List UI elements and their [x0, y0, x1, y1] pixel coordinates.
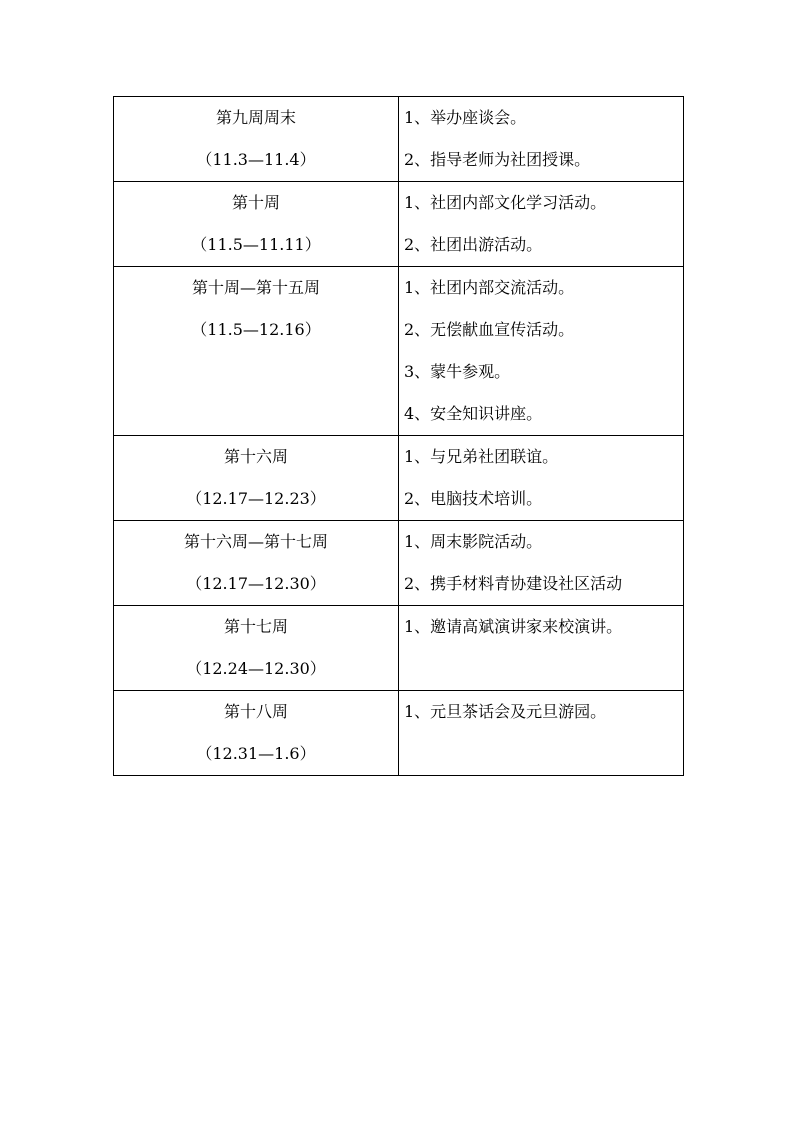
date-range: （11.5—12.16）	[191, 320, 321, 339]
activity-item: 1、社团内部文化学习活动。	[404, 193, 607, 212]
date-range: （11.5—11.11）	[191, 235, 321, 254]
activity-item: 2、无偿献血宣传活动。	[404, 320, 575, 339]
activities-cell	[399, 267, 684, 436]
activity-item: 2、社团出游活动。	[404, 235, 543, 254]
table-row	[114, 436, 684, 521]
activity-item: 3、蒙牛参观。	[404, 362, 511, 381]
period-cell	[114, 606, 399, 691]
activities-cell	[399, 606, 684, 691]
activity-item: 2、电脑技术培训。	[404, 489, 543, 508]
date-range: （12.17—12.23）	[186, 489, 326, 508]
date-range: （12.24—12.30）	[186, 659, 326, 678]
date-range: （11.3—11.4）	[196, 150, 316, 169]
table-row	[114, 691, 684, 776]
activity-item: 2、指导老师为社团授课。	[404, 150, 591, 169]
activities-cell	[399, 436, 684, 521]
date-range: （12.31—1.6）	[196, 744, 316, 763]
table-row	[114, 182, 684, 267]
activities-cell	[399, 691, 684, 776]
activity-item: 1、周末影院活动。	[404, 532, 543, 551]
activities-cell	[399, 182, 684, 267]
table-row	[114, 97, 684, 182]
week-label: 第九周周末	[215, 108, 296, 127]
activity-item: 1、与兄弟社团联谊。	[404, 447, 559, 466]
period-cell	[114, 267, 399, 436]
week-label: 第十周	[231, 193, 280, 212]
period-cell	[114, 521, 399, 606]
activity-item: 1、社团内部交流活动。	[404, 278, 575, 297]
table-row	[114, 521, 684, 606]
activities-cell	[399, 97, 684, 182]
week-label: 第十六周—第十七周	[183, 532, 328, 551]
schedule-table	[113, 96, 684, 776]
activity-item: 2、携手材料青协建设社区活动	[404, 574, 623, 593]
period-cell	[114, 436, 399, 521]
table-row	[114, 606, 684, 691]
activities-cell	[399, 521, 684, 606]
activity-item: 1、举办座谈会。	[404, 108, 527, 127]
activity-item: 1、元旦茶话会及元旦游园。	[404, 702, 607, 721]
period-cell	[114, 691, 399, 776]
week-label: 第十周—第十五周	[191, 278, 320, 297]
period-cell	[114, 182, 399, 267]
week-label: 第十七周	[223, 617, 288, 636]
activity-item: 4、安全知识讲座。	[404, 404, 543, 423]
activity-item: 1、邀请高斌演讲家来校演讲。	[404, 617, 623, 636]
week-label: 第十八周	[223, 702, 288, 721]
period-cell	[114, 97, 399, 182]
week-label: 第十六周	[223, 447, 288, 466]
date-range: （12.17—12.30）	[186, 574, 326, 593]
table-row	[114, 267, 684, 436]
